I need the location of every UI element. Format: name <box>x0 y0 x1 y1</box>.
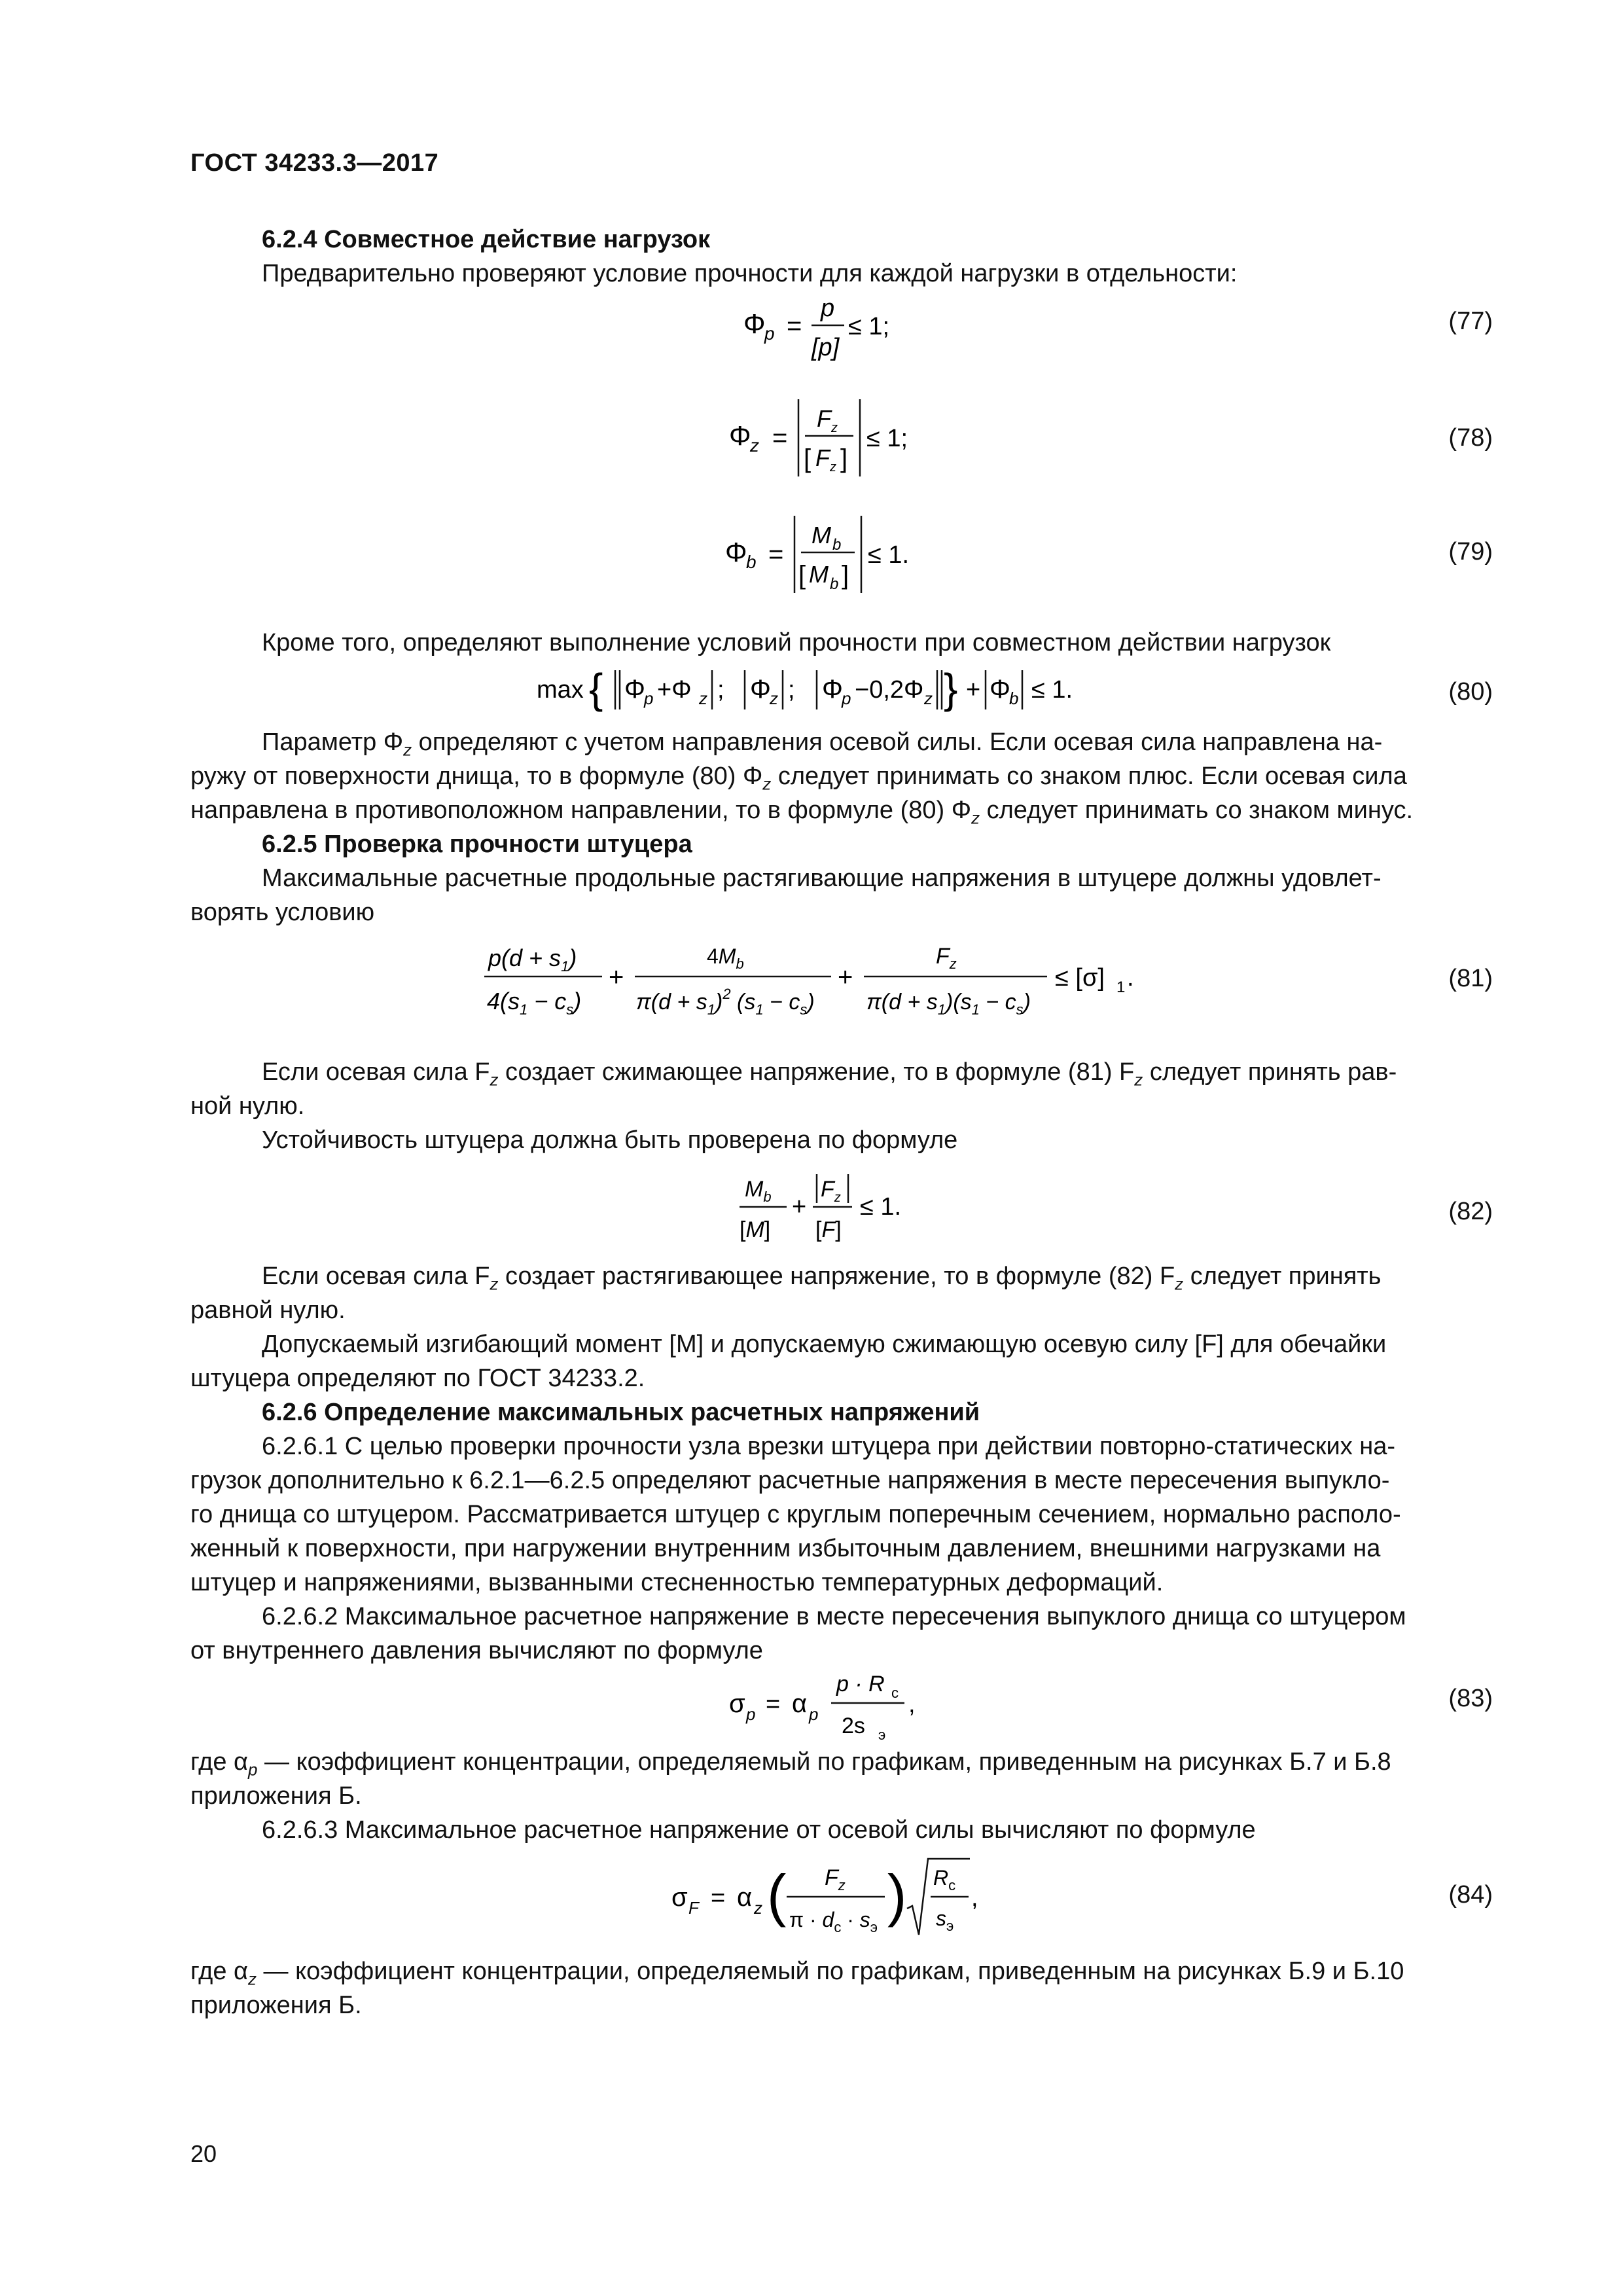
svg-text:Φ: Φ <box>990 675 1010 704</box>
f77-lhs-sub: p <box>764 323 775 344</box>
svg-text:]: ] <box>840 444 848 473</box>
svg-text:Φ: Φ <box>750 675 771 704</box>
svg-text:α: α <box>792 1689 808 1718</box>
section-6-2-6-p1-line-3: го днища со штуцером. Рассматривается штуцер с круглым поперечным сечением, нормально располо- <box>190 1501 1401 1528</box>
svg-text:Φ: Φ <box>822 675 843 704</box>
section-6-2-5-title: 6.2.5 Проверка прочности штуцера <box>262 831 692 858</box>
svg-text:,: , <box>971 1884 978 1912</box>
section-6-2-6-p2-line-2: от внутреннего давления вычисляют по формуле <box>190 1637 763 1664</box>
svg-text:=: = <box>772 423 788 452</box>
svg-text:=: = <box>768 540 784 569</box>
svg-text:(: ( <box>767 1863 787 1928</box>
f77-lhs: Φ <box>743 308 766 339</box>
svg-text:p: p <box>842 689 851 708</box>
equation-number-77: (77) <box>1448 308 1493 335</box>
section-6-2-6-p3-line-2: приложения Б. <box>190 1782 362 1810</box>
svg-text:+: + <box>966 676 981 704</box>
svg-text:α: α <box>737 1883 753 1912</box>
section-6-2-5-p2-line-1: Если осевая сила $F_z$ создает сжимающее напряжение, то в формуле (81) $F_z$ следует принять рав- <box>262 1058 1397 1090</box>
section-6-2-6-p2-line-1: 6.2.6.2 Максимальное расчетное напряжение в месте пересечения выпуклого днища со штуцером <box>262 1603 1406 1630</box>
svg-text:p: p <box>644 689 654 708</box>
f78-num: F <box>817 405 831 432</box>
f78-lhs: Φ <box>729 420 751 451</box>
svg-text:[M]: [M] <box>740 1217 771 1242</box>
svg-text:σ: σ <box>729 1689 745 1718</box>
svg-text:1: 1 <box>1116 978 1126 996</box>
svg-text:p: p <box>809 1704 819 1724</box>
svg-text:{: { <box>589 665 603 712</box>
equation-number-82: (82) <box>1448 1198 1493 1225</box>
section-6-2-6-p5-line-2: приложения Б. <box>190 1992 362 2019</box>
section-6-2-4-intro: Предварительно проверяют условие прочности для каждой нагрузки в отдельности: <box>262 260 1238 287</box>
formula-83 <box>726 1662 962 1751</box>
f79-num-sub: b <box>832 536 842 554</box>
f79-lhs: Φ <box>725 537 747 567</box>
formula-79 <box>721 509 944 604</box>
f78-num-sub: z <box>831 421 838 435</box>
formula-78 <box>725 393 941 488</box>
svg-text:4Mb: $4M_b$ <box>707 944 744 972</box>
svg-text:+: + <box>838 963 853 992</box>
section-6-2-6-p1-line-4: женный к поверхности, при нагружении внутренним избыточным давлением, внешними нагрузками на <box>190 1535 1381 1562</box>
svg-text:=: = <box>787 312 802 340</box>
page-number: 20 <box>190 2140 217 2167</box>
document-header: ГОСТ 34233.3—2017 <box>190 149 439 177</box>
section-6-2-6-p1-line-1: 6.2.6.1 С целью проверки прочности узла врезки штуцера при действии повторно-статических на- <box>262 1433 1396 1460</box>
equation-number-79: (79) <box>1448 538 1493 565</box>
svg-text:p(d + s1): $p(d + s_1)$ <box>488 944 577 975</box>
svg-text:[: [ <box>804 444 812 473</box>
section-6-2-5-p2-line-2: ной нулю. <box>190 1092 305 1120</box>
section-6-2-6-p3-line-1: где $\alpha_p$ — коэффициент концентрации, определяемый по графикам, приведенным на рисунках Б.7 и Б.8 <box>190 1748 1391 1780</box>
f79-den: M <box>809 561 829 588</box>
svg-text:z: z <box>770 689 778 708</box>
equation-number-83: (83) <box>1448 1685 1493 1712</box>
svg-text:+Φ: +Φ <box>657 676 692 704</box>
formula-82 <box>737 1165 946 1253</box>
svg-text:z: z <box>754 1898 762 1918</box>
svg-text:≤ [σ]: ≤ [σ] <box>1055 964 1105 992</box>
equation-number-78: (78) <box>1448 424 1493 452</box>
param-paragraph-line-2: ружу от поверхности днища, то в формуле (80) $\Phi_z$ следует принимать со знаком плюс. Если осевая сила <box>190 762 1407 794</box>
svg-text:+: + <box>609 963 624 992</box>
section-6-2-5-p5-line-2: штуцера определяют по ГОСТ 34233.2. <box>190 1365 645 1392</box>
svg-text:2s: 2s <box>842 1713 865 1738</box>
f78-lhs-sub: z <box>750 435 759 456</box>
svg-text:э: э <box>878 1727 886 1743</box>
f80-rhs: ≤ 1. <box>1031 676 1073 704</box>
svg-text:c: c <box>891 1685 899 1701</box>
svg-text:z: z <box>699 689 707 708</box>
f78-den-sub: z <box>830 460 836 475</box>
f79-den-sub: b <box>830 575 839 593</box>
f78-rhs: ≤ 1; <box>866 425 908 452</box>
formula-81 <box>484 929 1204 1037</box>
svg-text:π · dc · sэ: $\pi \cdot d_c \cdot s_э$ <box>789 1908 878 1935</box>
f79-num: M <box>812 522 831 548</box>
svg-text:}: } <box>944 665 958 712</box>
svg-text:p: p <box>746 1704 756 1724</box>
param-paragraph-line-1: Параметр $\Phi_z$ определяют с учетом направления осевой силы. Если осевая сила направлена на- <box>262 728 1383 760</box>
svg-text:[F]: [F] <box>815 1217 842 1242</box>
svg-text:z: z <box>924 689 933 708</box>
equation-number-81: (81) <box>1448 965 1493 992</box>
svg-text:4(s1 − cs): $4(s_1 - c_s)$ <box>487 988 582 1018</box>
f77-den: [p] <box>812 334 840 361</box>
equation-number-80: (80) <box>1448 678 1493 706</box>
svg-text:,: , <box>908 1691 916 1718</box>
svg-text:;: ; <box>788 676 795 704</box>
svg-text:σ: σ <box>671 1883 688 1912</box>
section-6-2-5-p1-line-2: ворять условию <box>190 899 375 926</box>
f80-max: max <box>537 676 584 704</box>
svg-text:sэ: $s_э$ <box>936 1907 954 1934</box>
section-6-2-6-p1-line-2: грузок дополнительно к 6.2.1—6.2.5 определяют расчетные напряжения в месте пересечения выпукло- <box>190 1467 1390 1494</box>
combined-loads-text: Кроме того, определяют выполнение условий прочности при совместном действии нагрузок <box>262 629 1331 656</box>
section-6-2-5-p4-line-1: Если осевая сила $F_z$ создает растягивающее напряжение, то в формуле (82) $F_z$ следует принять <box>262 1263 1382 1294</box>
section-6-2-5-p4-line-2: равной нулю. <box>190 1297 346 1324</box>
f79-lhs-sub: b <box>746 552 757 572</box>
svg-text:≤ 1.: ≤ 1. <box>860 1193 902 1221</box>
f79-rhs: ≤ 1. <box>868 541 910 569</box>
svg-text:Fz: $F_z$ <box>936 944 957 972</box>
svg-text:]: ] <box>842 561 849 590</box>
equation-number-84: (84) <box>1448 1881 1493 1909</box>
svg-text:Mb: $M_b$ <box>745 1177 772 1205</box>
section-6-2-5-p5-line-1: Допускаемый изгибающий момент [M] и допускаемую сжимающую осевую силу [F] для обечайки <box>262 1331 1387 1358</box>
svg-text:π(d + s1)(s1 − cs): $\pi(d + s_1)(s_1 - c_s)$ <box>866 990 1031 1018</box>
svg-text:=: = <box>711 1884 726 1912</box>
section-6-2-6-title: 6.2.6 Определение максимальных расчетных напряжений <box>262 1399 980 1426</box>
section-6-2-5-p1-line-1: Максимальные расчетные продольные растягивающие напряжения в штуцере должны удовлет- <box>262 865 1382 892</box>
svg-text:.: . <box>1127 964 1134 992</box>
svg-text:Rc: $R_c$ <box>933 1866 956 1893</box>
svg-text:;: ; <box>717 676 724 704</box>
svg-text:p · R: p · R <box>836 1672 885 1696</box>
svg-text:[: [ <box>798 561 806 590</box>
param-paragraph-line-3: направлена в противоположном направлении, то в формуле (80) $\Phi_z$ следует принимать со знаком минус. <box>190 797 1414 828</box>
formula-77 <box>740 291 936 373</box>
svg-text:Fz: $F_z$ <box>825 1865 846 1893</box>
section-6-2-6-p5-line-1: где $\alpha_z$ — коэффициент концентрации, определяемый по графикам, приведенным на рисунках Б.9 и Б.10 <box>190 1958 1404 1989</box>
svg-text:b: b <box>1009 689 1019 708</box>
svg-text:): ) <box>887 1863 907 1928</box>
formula-84 <box>669 1852 983 1947</box>
svg-text:Fz: $F_z$ <box>821 1177 841 1205</box>
f77-rhs: ≤ 1; <box>848 313 890 340</box>
svg-text:F: F <box>688 1898 699 1918</box>
svg-text:π(d + s1)2 (s1 − cs): $\pi(d + s_1)^2$ $(s_1 - c_s)$ <box>636 986 815 1018</box>
section-6-2-6-p1-line-5: штуцер и напряжениями, вызванными стесненностью температурных деформаций. <box>190 1569 1164 1596</box>
section-6-2-4-title: 6.2.4 Совместное действие нагрузок <box>262 226 711 253</box>
svg-text:=: = <box>766 1691 781 1718</box>
section-6-2-5-p3: Устойчивость штуцера должна быть проверена по формуле <box>262 1126 958 1154</box>
section-6-2-6-p4: 6.2.6.3 Максимальное расчетное напряжение от осевой силы вычисляют по формуле <box>262 1816 1256 1844</box>
svg-text:+: + <box>792 1193 807 1221</box>
f78-den: F <box>815 444 830 471</box>
svg-text:Φ: Φ <box>624 675 645 704</box>
svg-text:−0,2Φ: −0,2Φ <box>855 676 924 704</box>
formula-80 <box>537 661 1126 723</box>
f77-num: p <box>821 295 835 322</box>
